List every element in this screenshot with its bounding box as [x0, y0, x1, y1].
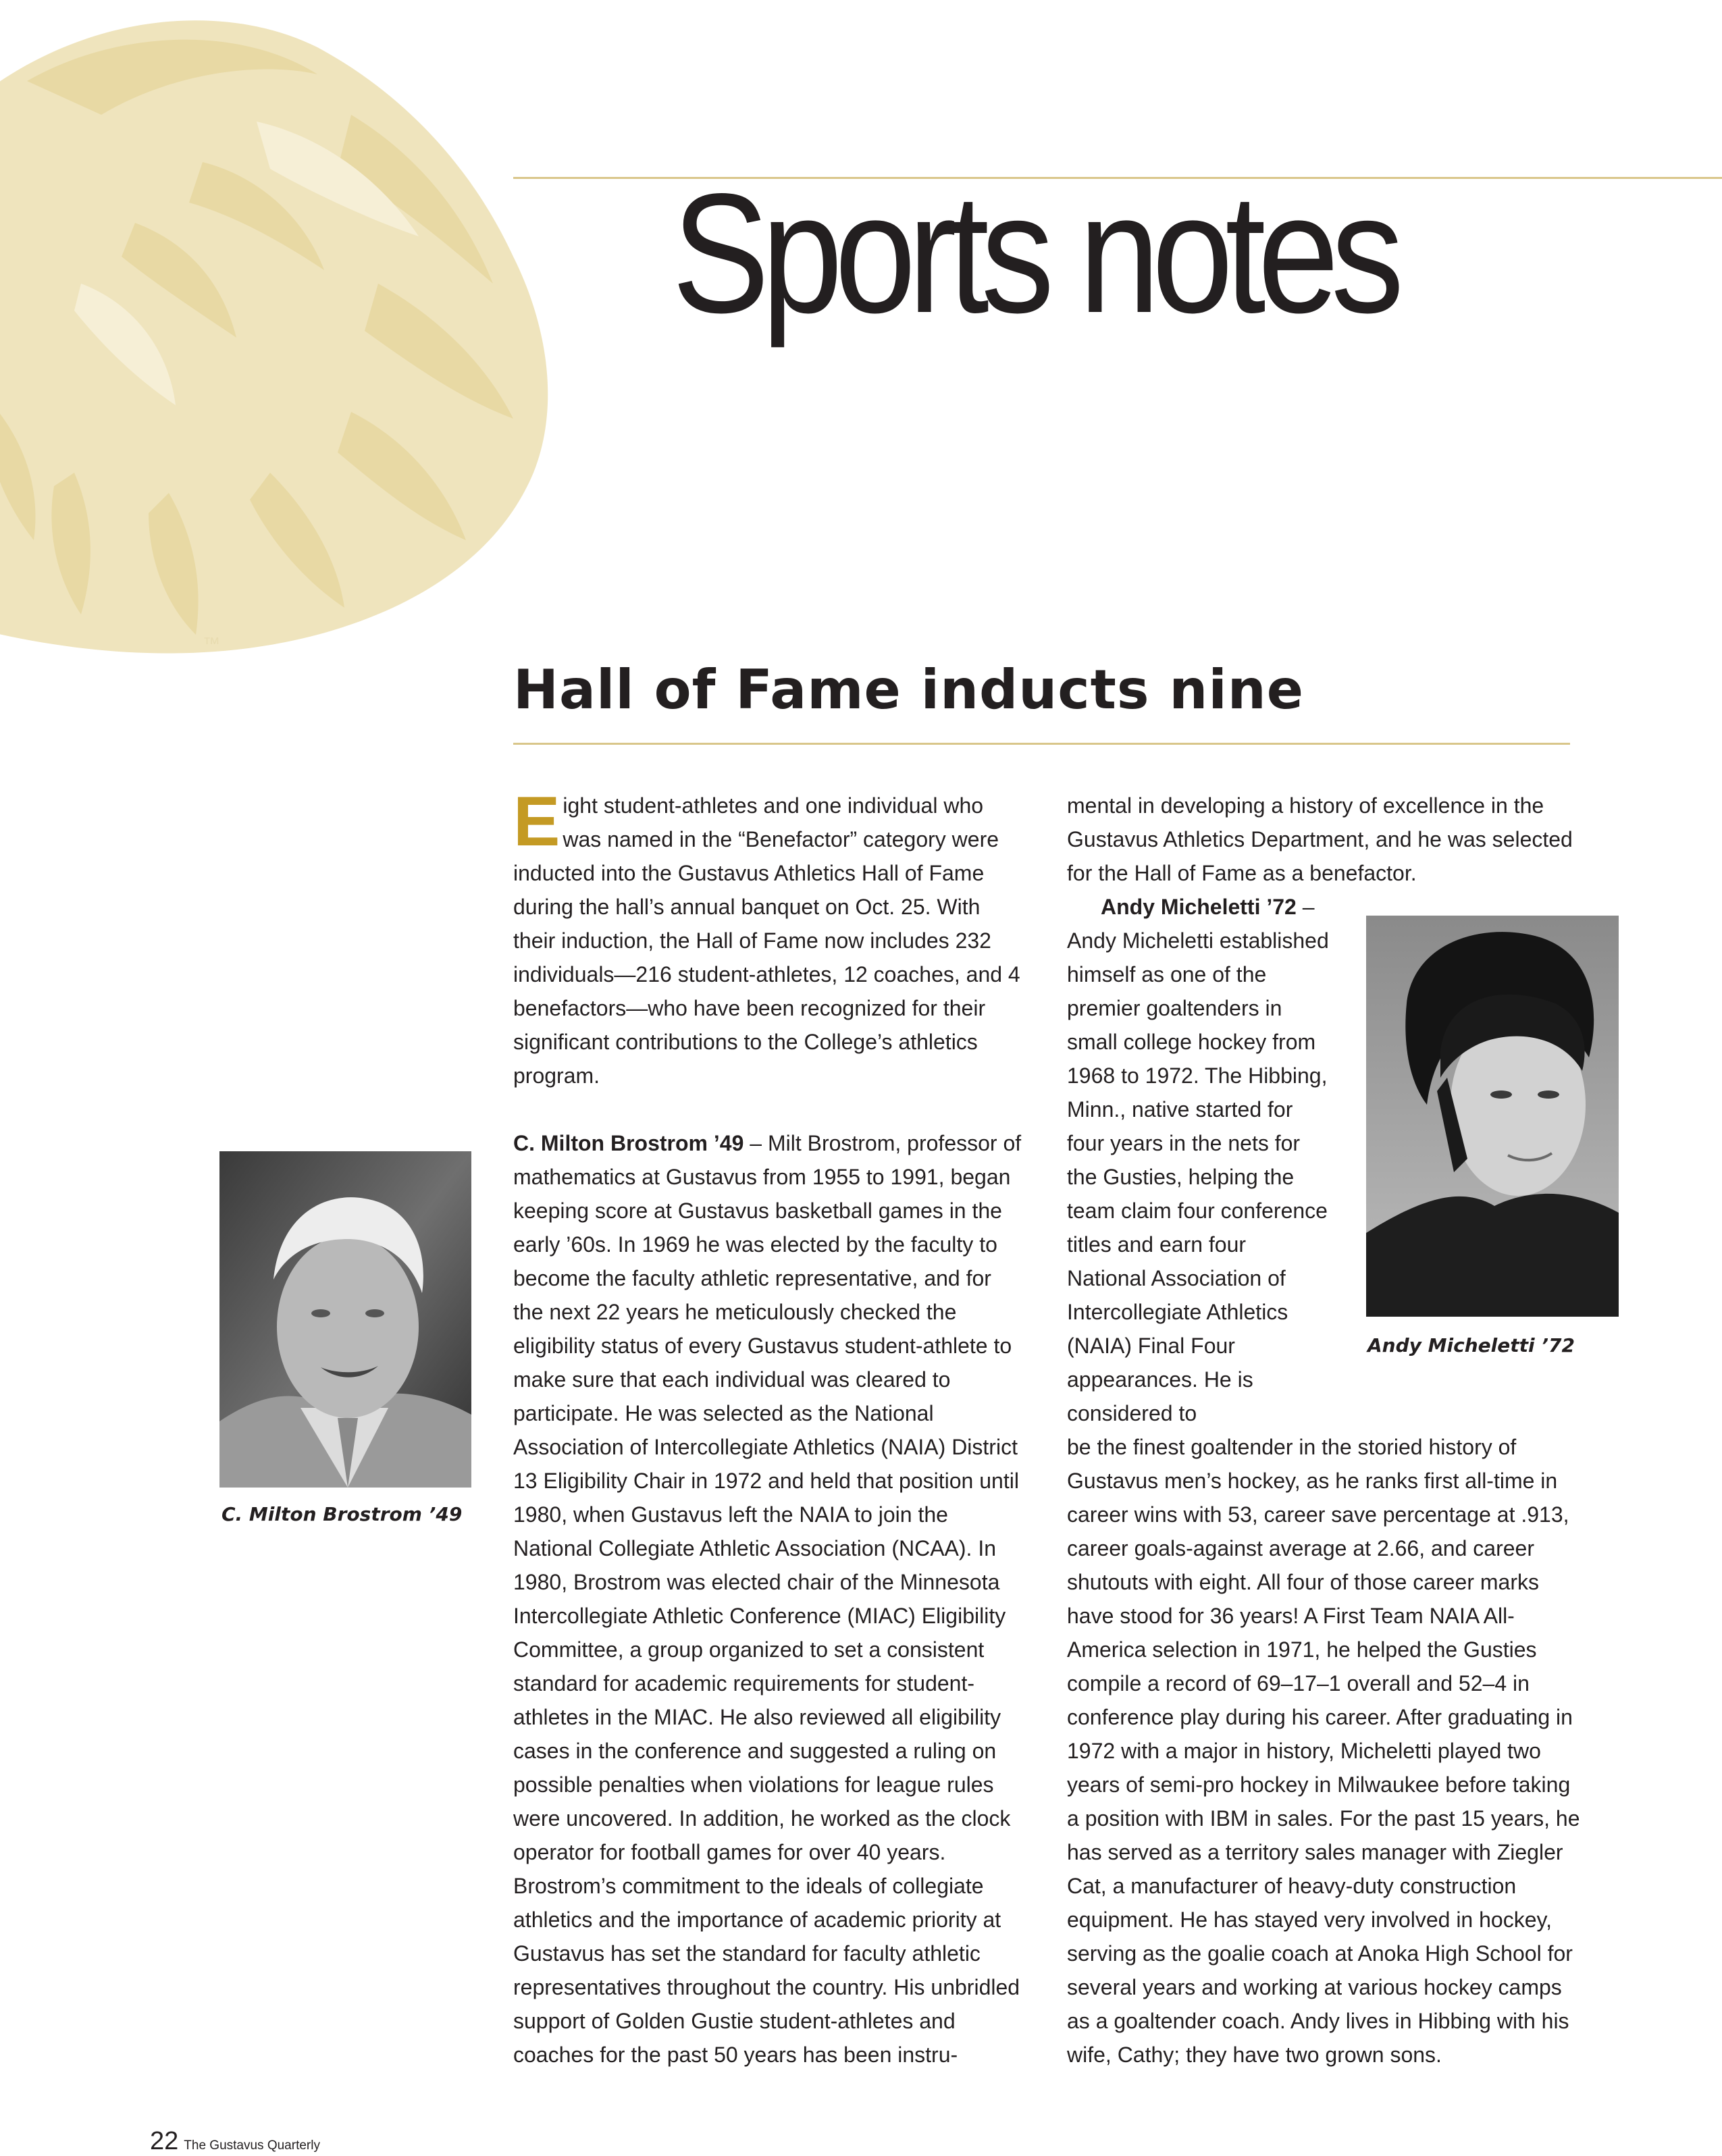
- trademark-mark: ™: [203, 633, 220, 654]
- micheletti-caption: Andy Micheletti ’72: [1367, 1334, 1575, 1357]
- lion-head-logo-icon: [0, 0, 648, 668]
- micheletti-photo: [1366, 916, 1619, 1317]
- micheletti-dash: –: [1296, 895, 1315, 919]
- brostrom-text: – Milt Brostrom, professor of mathematics at Gustavus from 1955 to 1991, began keeping score at Gustavus basketball games in the early ’60s. In 1969 he was elected by the faculty to become the faculty athletic representative, and for the next 22 years he meticulously checked the eligibility status of every Gustavus student-athlete to make sure that each individual was cleared to participate. He was selected as the National Association of Intercollegiate Athletics (NAIA) District 13 Eligibility Chair in 1972 and held that position until 1980, when Gustavus left the NAIA to join the National Collegiate Athletic Association (NCAA). In 1980, Brostrom was elected chair of the Minnesota Intercollegiate Athletic Conference (MIAC) Eligibility Committee, a group organized to set a consistent standard for academic requirements for student-athletes in the MIAC. He also reviewed all eligibility cases in the conference and suggested a ruling on possible penalties when violations for league rules were uncovered. In addition, he worked as the clock operator for football games for over 40 years. Brostrom’s commitment to the ideals of collegiate athletics and the importance of academic priority at Gustavus has set the standard for faculty athletic representatives throughout the country. His unbridled support of Golden Gustie student-athletes and coaches for the past 50 years has been instru-: [513, 1131, 1022, 2067]
- micheletti-text-wrapped: Andy Micheletti established himself as one of the premier goaltenders in small college hockey from 1968 to 1972. The Hibbing, Minn., native started for four years in the nets for the Gusties, helping the team claim four conference titles and earn four National Association of Intercollegiate Athletics (NAIA) Final Four appearances. He is considered to: [1067, 928, 1329, 1425]
- article-column-1: [513, 783, 1026, 2072]
- page-number: 22: [150, 2127, 179, 2155]
- section-title: Sports notes: [672, 159, 1397, 348]
- page-footer: [150, 2127, 320, 2156]
- brostrom-paragraph: [513, 1126, 1026, 2072]
- brostrom-continued: mental in developing a history of excellence in the Gustavus Athletics Department, and he was selected for the Hall of Fame as a benefactor.: [1067, 793, 1573, 885]
- intro-paragraph: [513, 783, 1026, 1093]
- headline-rule: [513, 743, 1570, 745]
- article-headline: Hall of Fame inducts nine: [513, 658, 1304, 721]
- brostrom-photo: [219, 1151, 471, 1488]
- micheletti-name: Andy Micheletti ’72: [1101, 895, 1297, 919]
- publication-name: The Gustavus Quarterly: [184, 2138, 320, 2153]
- drop-cap: E: [513, 783, 560, 861]
- brostrom-name: C. Milton Brostrom ’49: [513, 1131, 744, 1155]
- brostrom-caption: C. Milton Brostrom ’49: [221, 1503, 463, 1525]
- micheletti-text: be the finest goaltender in the storied history of Gustavus men’s hockey, as he ranks first all-time in career wins with 53, career save percentage at .913, career goals-against average at 2.66, and career shutouts with eight. All four of those career marks have stood for 36 years! A First Team NAIA All-America selection in 1971, he helped the Gusties compile a record of 69–17–1 overall and 52–4 in conference play during his career. After graduating in 1972 with a major in history, Micheletti played two years of semi-pro hockey in Milwaukee before taking a position with IBM in sales. For the past 15 years, he has served as a territory sales manager with Ziegler Cat, a manufacturer of heavy-duty construction equipment. He has stayed very involved in hockey, serving as the goalie coach at Anoka High School for several years and working at various hockey camps as a goaltender coach. Andy lives in Hibbing with his wife, Cathy; they have two grown sons.: [1067, 1435, 1580, 2067]
- intro-text: ight student-athletes and one individual who was named in the “Benefactor” category were inducted into the Gustavus Athletics Hall of Fame during the hall’s annual banquet on Oct. 25. With their induction, the Hall of Fame now includes 232 individuals—216 student-athletes, 12 coaches, and 4 benefactors—who have been recognized for their significant contributions to the College’s athletics program.: [513, 793, 1020, 1088]
